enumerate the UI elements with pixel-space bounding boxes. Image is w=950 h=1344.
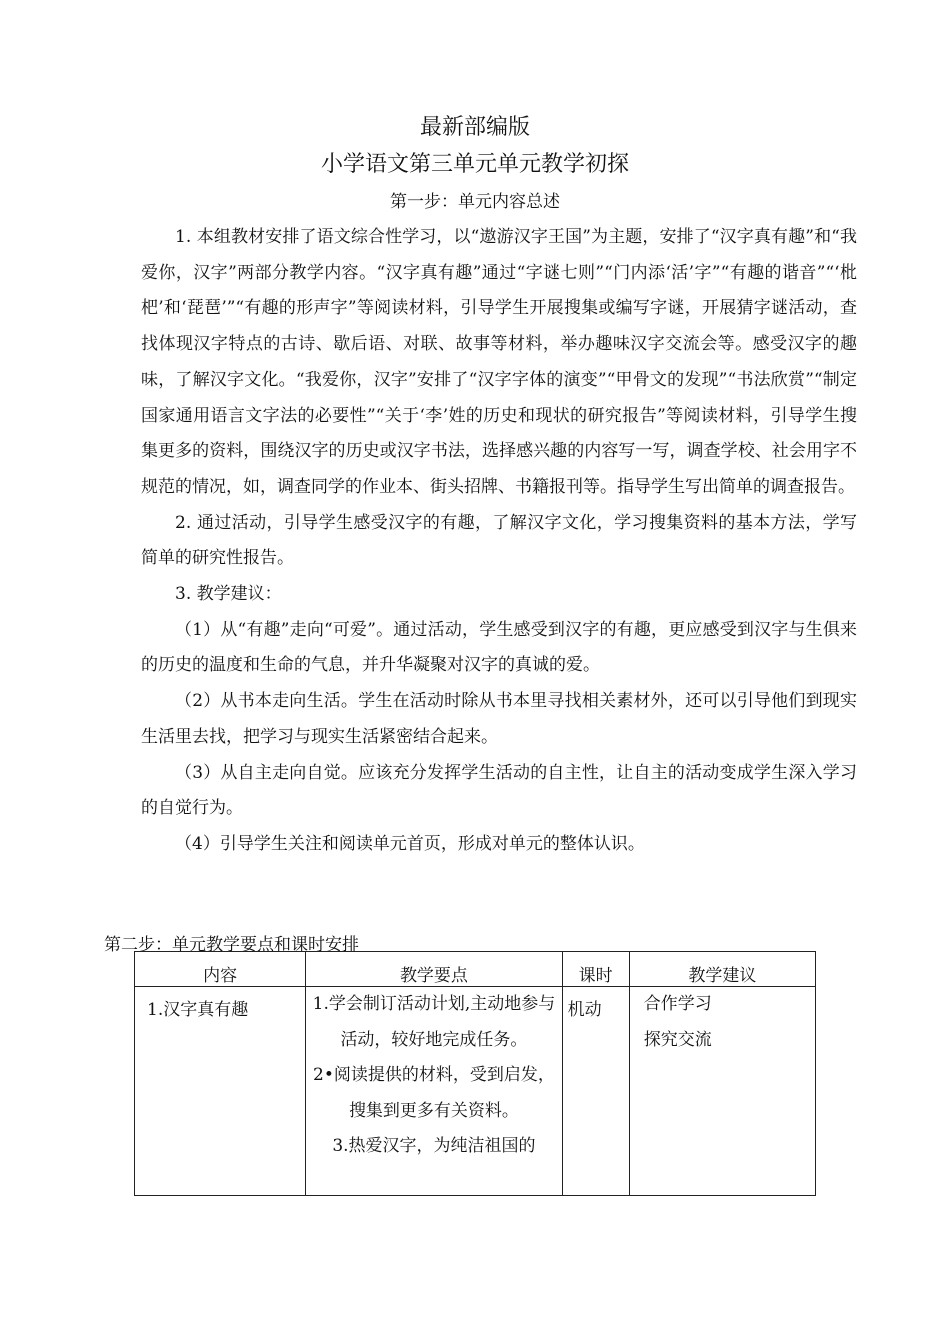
cell-class-hours: 机动 <box>562 987 629 1196</box>
suggestion-3: （3）从自主走向自觉。应该充分发挥学生活动的自主性，让自主的活动变成学生深入学习的自觉行为。 <box>141 762 857 819</box>
suggestion-1: （1）从“有趣”走向“可爱”。通过活动，学生感受到汉字的有趣，更应感受到汉字与生俱来的历史的温度和生命的气息，并升华凝聚对汉字的真诚的爱。 <box>141 619 857 676</box>
table-row <box>135 987 816 1196</box>
cell-teaching-advice <box>629 987 815 1196</box>
key-point-1: 1.学会制订活动计划,主动地参与活动，较好地完成任务。 <box>312 994 556 1050</box>
document-subtitle: 小学语文第三单元单元教学初探 <box>320 152 629 177</box>
step1-heading: 第一步：单元内容总述 <box>390 192 560 212</box>
cell-key-points <box>306 987 562 1196</box>
advice-2: 探究交流 <box>643 1029 712 1050</box>
key-point-2: 2•阅读提供的材料，受到启发，搜集到更多有关资料。 <box>313 1065 555 1121</box>
advice-1: 合作学习 <box>643 994 712 1014</box>
suggestion-4: （4）引导学生关注和阅读单元首页，形成对单元的整体认识。 <box>175 833 645 854</box>
header-class-hours: 课时 <box>562 952 629 987</box>
lesson-plan-table <box>134 951 816 1196</box>
header-key-points: 教学要点 <box>306 952 562 987</box>
paragraph-1: 1. 本组教材安排了语文综合性学习，以“遨游汉字王国”为主题，安排了“汉字真有趣”和“我爱你，汉字”两部分教学内容。“汉字真有趣”通过“字谜七则”“门内添‘活’字”“有趣的谐音”“‘枇杷’和‘琵琶’”“有趣的形声字”等阅读材料，引导学生开展搜集或编写字谜，开展猜字谜活动，查找体现汉字特点的古诗、歇后语、对联、故事等材料，举办趣味汉字交流会等。感受汉字的趣味，了解汉字文化。“我爱你，汉字”安排了“汉字字体的演变”“甲骨文的发现”“书法欣赏”“制定国家通用语言文字法的必要性”“关于‘李’姓的历史和现状的研究报告”等阅读材料，引导学生搜集更多的资料，围绕汉字的历史或汉字书法，选择感兴趣的内容写一写，调查学校、社会用字不规范的情况，如，调查同学的作业本、街头招牌、书籍报刊等。指导学生写出简单的调查报告。 <box>141 227 857 497</box>
header-content: 内容 <box>135 952 306 987</box>
table-header-row <box>135 952 816 987</box>
suggestion-2: （2）从书本走向生活。学生在活动时除从书本里寻找相关素材外，还可以引导他们到现实生活里去找，把学习与现实生活紧密结合起来。 <box>141 691 857 747</box>
paragraph-2: 2. 通过活动，引导学生感受汉字的有趣，了解汉字文化，学习搜集资料的基本方法，学写简单的研究性报告。 <box>141 512 857 569</box>
paragraph-3: 3. 教学建议： <box>175 584 282 605</box>
key-point-3: 3.热爱汉字，为纯洁祖国的 <box>332 1136 536 1156</box>
cell-content: 1.汉字真有趣 <box>135 987 306 1196</box>
header-teaching-advice: 教学建议 <box>629 952 815 987</box>
step2-heading: 第二步：单元教学要点和课时安排 <box>104 935 359 955</box>
document-title: 最新部编版 <box>419 115 530 140</box>
unit-overview <box>141 220 857 863</box>
